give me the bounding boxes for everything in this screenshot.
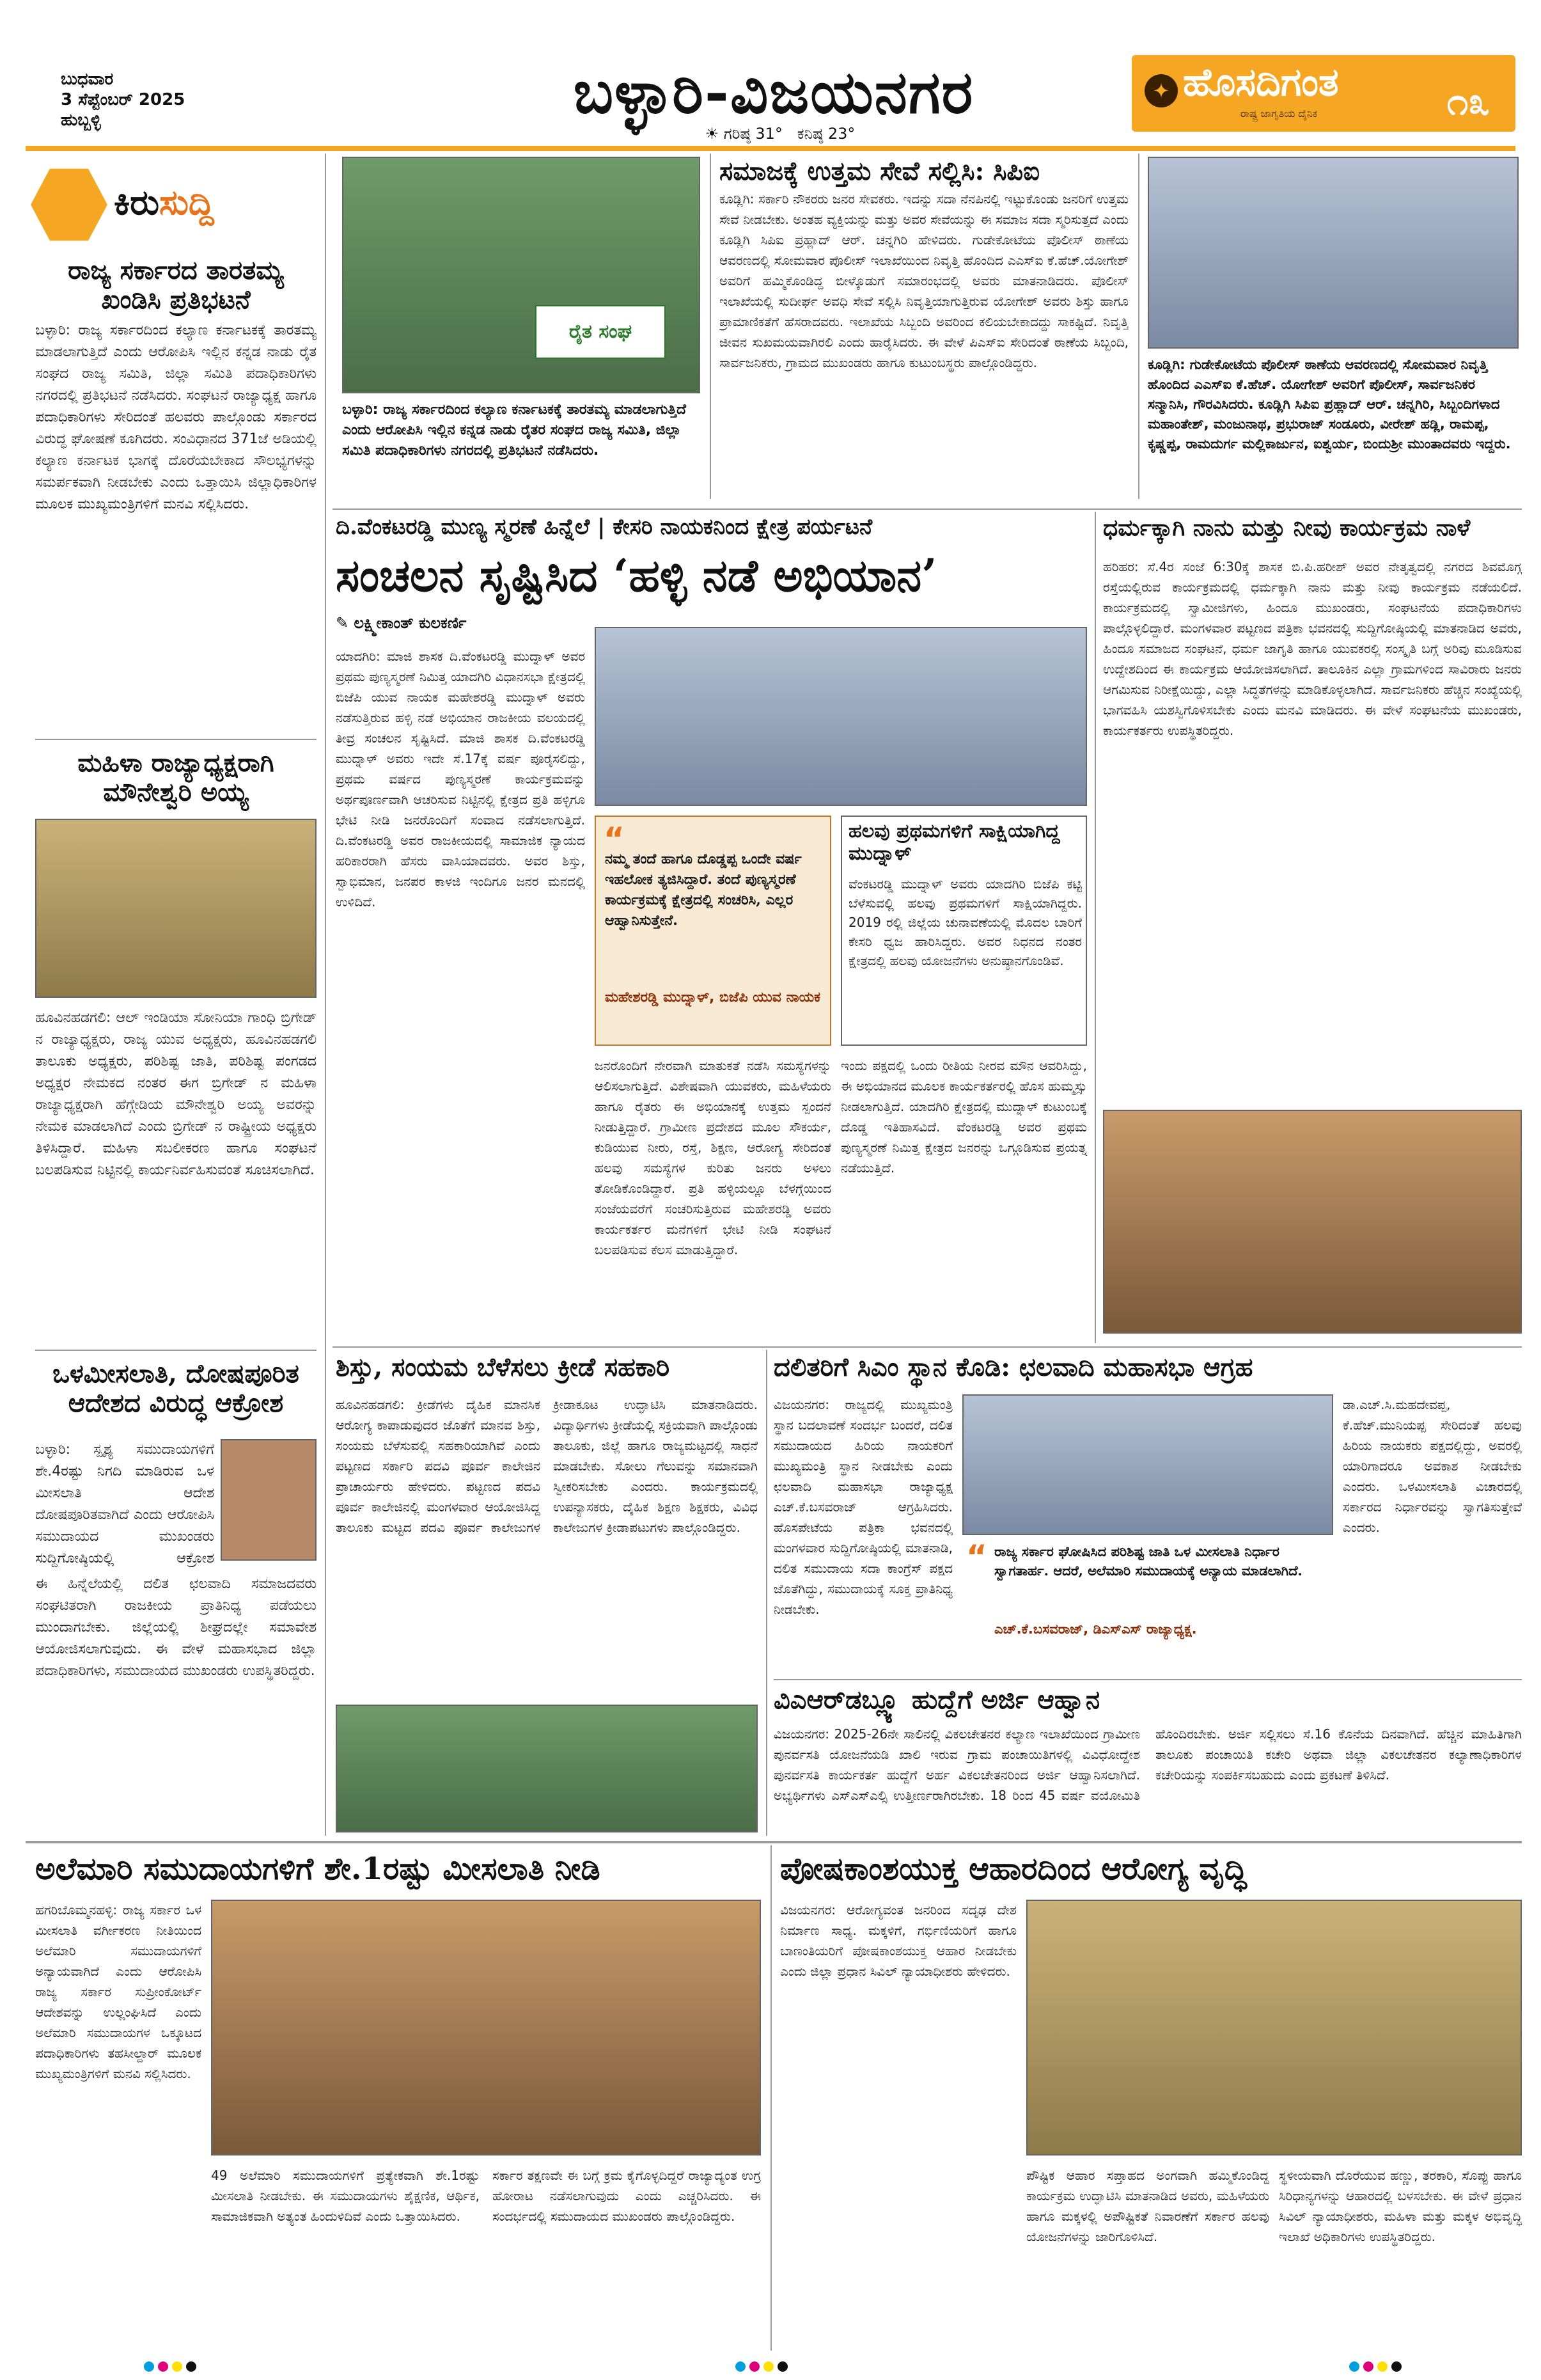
- column-rule: [325, 154, 326, 1836]
- weather-min: ಕನಿಷ್ಠ 23°: [797, 125, 856, 143]
- registration-marks: [735, 2361, 799, 2374]
- weather: [652, 125, 908, 143]
- lamp-icon: ✦: [1145, 74, 1178, 107]
- story-kicker: ದಿ.ವೆಂಕಟರಡ್ಡಿ ಮುಣ್ಯ ಸ್ಮರಣೆ ಹಿನ್ನೆಲೆ | ಕೇಸರಿ ನಾಯಕನಿಂದ ಕ್ಷೇತ್ರ ಪರ್ಯಟನೆ: [336, 514, 873, 540]
- story-body: ಸರ್ಕಾರ ತಕ್ಷಣವೇ ಈ ಬಗ್ಗೆ ಕ್ರಮ ಕೈಗೊಳ್ಳದಿದ್ದರೆ ರಾಜ್ಯಾದ್ಯಂತ ಉಗ್ರ ಹೋರಾಟ ನಡೆಸಲಾಗುವುದು ಎಂದು ಎಚ್ಚರಿಸಿದರು. ಈ ಸಂದರ್ಭದಲ್ಲಿ ಸಮುದಾಯದ ಮುಖಂಡರು ಪಾಲ್ಗೊಂಡಿದ್ದರು.: [492, 2168, 761, 2224]
- photo-swamiji-meeting: [1103, 1110, 1522, 1334]
- masthead-date: [61, 69, 227, 130]
- divider: [35, 1350, 317, 1351]
- column-rule: [1095, 512, 1096, 1343]
- story-body-cont: ಈ ಹಿನ್ನೆಲೆಯಲ್ಲಿ ದಲಿತ ಛಲವಾದಿ ಸಮಾಜದವರು ಸಂಘಟಿತರಾಗಿ ರಾಜಕೀಯ ಪ್ರಾತಿನಿಧ್ಯ ಪಡೆಯಲು ಮುಂದಾಗಬೇಕು. ಜಿಲ್ಲೆಯಲ್ಲಿ ಶೀಘ್ರದಲ್ಲೇ ಸಮಾವೇಶ ಆಯೋಜಿಸಲಾಗುವುದು. ಈ ವೇಳೆ ಮಹಾಸಭಾದ ಜಿಲ್ಲಾ ಪದಾಧಿಕಾರಿಗಳು, ಸಮುದಾಯದ ಮುಖಂಡರು ಉಪಸ್ಥಿತರಿದ್ದರು.: [35, 1576, 317, 1679]
- quote-author: ಎಚ್.ಕೆ.ಬಸವರಾಜ್, ಡಿಎಸ್‌ಎಸ್ ರಾಜ್ಯಾಧ್ಯಕ್ಷ.: [994, 1621, 1197, 1637]
- story-body: ಬಳ್ಳಾರಿ: ರಾಜ್ಯ ಸರ್ಕಾರದಿಂದ ಕಲ್ಯಾಣ ಕರ್ನಾಟಕಕ್ಕೆ ತಾರತಮ್ಯ ಮಾಡಲಾಗುತ್ತಿದೆ ಎಂದು ಆರೋಪಿಸಿ ಇಲ್ಲಿನ ಕನ್ನಡ ನಾಡು ರೈತ ಸಂಘದ ರಾಜ್ಯ ಸಮಿತಿ, ಜಿಲ್ಲಾ ಸಮಿತಿ ಪದಾಧಿಕಾರಿಗಳು ನಗರದಲ್ಲಿ ಪ್ರತಿಭಟನೆ ನಡೆಸಿದರು. ಸಂಘಟನೆ ರಾಜ್ಯಾಧ್ಯಕ್ಷ ಹಾಗೂ ಪದಾಧಿಕಾರಿಗಳು ಸೇರಿದಂತೆ ಹಲವರು ಪಾಲ್ಗೊಂಡು ಸರ್ಕಾರದ ವಿರುದ್ಧ ಘೋಷಣೆ ಕೂಗಿದರು. ಸಂವಿಧಾನದ 371ಜೆ ಅಡಿಯಲ್ಲಿ ಕಲ್ಯಾಣ ಕರ್ನಾಟಕ ಭಾಗಕ್ಕೆ ದೊರೆಯಬೇಕಾದ ಸೌಲಭ್ಯಗಳನ್ನು ಸಮರ್ಪಕವಾಗಿ ನೀಡಬೇಕು ಎಂದು ಒತ್ತಾಯಿಸಿ ಜಿಲ್ಲಾಧಿಕಾರಿಗಳ ಮೂಲಕ ಮುಖ್ಯಮಂತ್ರಿಗಳಿಗೆ ಮನವಿ ಸಲ್ಲಿಸಿದರು.: [35, 322, 317, 512]
- column-rule: [766, 1350, 767, 1836]
- photo-women-leaders: [35, 819, 317, 998]
- portrait-photo: [221, 1439, 317, 1561]
- photo-nutrition-event: [1026, 1900, 1522, 2155]
- photo-police-farewell: [1148, 157, 1519, 349]
- masthead-day: ಬುಧವಾರ: [61, 70, 114, 89]
- photo-sports-event: [336, 1705, 758, 1832]
- divider: [332, 508, 1522, 510]
- byline-author: ಲಕ್ಷ್ಮೀಕಾಂತ್ ಕುಲಕರ್ಣಿ: [354, 614, 467, 632]
- story-body: ಪೌಷ್ಟಿಕ ಆಹಾರ ಸಪ್ತಾಹದ ಅಂಗವಾಗಿ ಹಮ್ಮಿಕೊಂಡಿದ್ದ ಕಾರ್ಯಕ್ರಮ ಉದ್ಘಾಟಿಸಿ ಮಾತನಾಡಿದ ಅವರು, ಮಹಿಳೆಯರು ಹಾಗೂ ಮಕ್ಕಳಲ್ಲಿ ಅಪೌಷ್ಟಿಕತೆ ನಿವಾರಣೆಗೆ ಸರ್ಕಾರ ಹಲವು ಯೋಜನೆಗಳನ್ನು ಜಾರಿಗೊಳಿಸಿದೆ.: [1026, 2168, 1269, 2244]
- story-headline: ರಾಜ್ಯ ಸರ್ಕಾರದ ತಾರತಮ್ಯ ಖಂಡಿಸಿ ಪ್ರತಿಭಟನೆ: [68, 255, 284, 315]
- story-body: ವಿಜಯನಗರ: ಆರೋಗ್ಯವಂತ ಜನರಿಂದ ಸದೃಢ ದೇಶ ನಿರ್ಮಾಣ ಸಾಧ್ಯ. ಮಕ್ಕಳಿಗೆ, ಗರ್ಭಿಣಿಯರಿಗೆ ಹಾಗೂ ಬಾಣಂತಿಯರಿಗೆ ಪೋಷಕಾಂಶಯುಕ್ತ ಆಹಾರ ನೀಡಬೇಕು ಎಂದು ಜಿಲ್ಲಾ ಪ್ರಧಾನ ಸಿವಿಲ್ ನ್ಯಾಯಾಧೀಶರು ಹೇಳಿದರು.: [780, 1902, 1017, 1979]
- hand-icon: [31, 166, 107, 243]
- story-body: ಬಳ್ಳಾರಿ: ಸ್ಪೃಶ್ಯ ಸಮುದಾಯಗಳಿಗೆ ಶೇ.4ರಷ್ಟು ನಿಗದಿ ಮಾಡಿರುವ ಒಳ ಮೀಸಲಾತಿ ಆದೇಶ ದೋಷಪೂರಿತವಾಗಿದೆ ಎಂದು ಆರೋಪಿಸಿ ಸಮುದಾಯದ ಮುಖಂಡರು ಸುದ್ದಿಗೋಷ್ಠಿಯಲ್ಲಿ ಆಕ್ರೋಶ: [35, 1442, 214, 1566]
- story-body: ಯಾದಗಿರಿ: ಮಾಜಿ ಶಾಸಕ ದಿ.ವೆಂಕಟರಡ್ಡಿ ಮುದ್ನಾಳ್ ಅವರ ಪ್ರಥಮ ಪುಣ್ಯಸ್ಮರಣೆ ನಿಮಿತ್ತ ಯಾದಗಿರಿ ವಿಧಾನಸಭಾ ಕ್ಷೇತ್ರದಲ್ಲಿ ಬಿಜೆಪಿ ಯುವ ನಾಯಕ ಮಹೇಶರಡ್ಡಿ ಮುದ್ನಾಳ್ ಅವರು ನಡೆಸುತ್ತಿರುವ ಹಳ್ಳಿ ನಡೆ ಅಭಿಯಾನ ರಾಜಕೀಯ ವಲಯದಲ್ಲಿ ತೀವ್ರ ಸಂಚಲನ ಸೃಷ್ಟಿಸಿದೆ. ಮಾಜಿ ಶಾಸಕ ದಿ.ವೆಂಕಟರಡ್ಡಿ ಮುದ್ನಾಳ್ ಅವರು ಇದೇ ಸೆ.17ಕ್ಕೆ ವರ್ಷ ಪೂರೈಸಲಿದ್ದು, ಪ್ರಥಮ ವರ್ಷದ ಪುಣ್ಯಸ್ಮರಣೆ ಕಾರ್ಯಕ್ರಮವನ್ನು ಅರ್ಥಪೂರ್ಣವಾಗಿ ಆಚರಿಸುವ ನಿಟ್ಟಿನಲ್ಲಿ ಕ್ಷೇತ್ರದ ಪ್ರತಿ ಹಳ್ಳಿಗೂ ಭೇಟಿ ನೀಡಿ ಜನರೊಂದಿಗೆ ಸಂವಾದ ನಡೆಸಲಾಗುತ್ತಿದೆ. ದಿ.ವೆಂಕಟರಡ್ಡಿ ಅವರ ರಾಜಕೀಯದಲ್ಲಿ ಸಾಮಾಜಿಕ ನ್ಯಾಯದ ಹರಿಕಾರರಾಗಿ ಹೆಸರು ವಾಸಿಯಾದವರು. ಅವರ ಶಿಸ್ತು, ಸ್ವಾಭಿಮಾನ, ಜನಪರ ಕಾಳಜಿ ಇಂದಿಗೂ ಜನರ ಮನದಲ್ಲಿ ಉಳಿದಿದೆ.: [336, 649, 585, 910]
- story-body: ಡಾ.ಎಚ್.ಸಿ.ಮಹದೇವಪ್ಪ, ಕೆ.ಹೆಚ್.ಮುನಿಯಪ್ಪ ಸೇರಿದಂತೆ ಹಲವು ಹಿರಿಯ ನಾಯಕರು ಪಕ್ಷದಲ್ಲಿದ್ದು, ಅವರಲ್ಲಿ ಯಾರಿಗಾದರೂ ಅವಕಾಶ ನೀಡಬೇಕು ಎಂದರು. ಒಳಮೀಸಲಾತಿ ವಿಚಾರದಲ್ಲಿ ಸರ್ಕಾರದ ನಿರ್ಧಾರವನ್ನು ಸ್ವಾಗತಿಸುತ್ತೇವೆ ಎಂದರು.: [1343, 1397, 1522, 1535]
- story-headline: ಮಹಿಳಾ ರಾಜ್ಯಾಧ್ಯಕ್ಷರಾಗಿ ಮೌನೇಶ್ವರಿ ಅಯ್ಯ: [77, 748, 274, 807]
- weather-max: ಗರಿಷ್ಠ 31°: [723, 125, 783, 143]
- brand-logo: [1132, 55, 1515, 132]
- story-headline: ವಿಎಆರ್‌ಡಬ್ಲ್ಯೂ ಹುದ್ದೆಗೆ ಅರ್ಜಿ ಆಹ್ವಾನ: [774, 1685, 1100, 1715]
- byline: [336, 614, 591, 632]
- registration-marks: [1349, 2361, 1413, 2374]
- divider: [35, 739, 317, 740]
- story-body: ಕೂಡ್ಲಿಗಿ: ಸರ್ಕಾರಿ ನೌಕರರು ಜನರ ಸೇವಕರು. ಇದನ್ನು ಸದಾ ನೆನಪಿನಲ್ಲಿ ಇಟ್ಟುಕೊಂಡು ಜನರಿಗೆ ಉತ್ತಮ ಸೇವೆ ನೀಡಬೇಕು. ಅಂತಹ ವ್ಯಕ್ತಿಯನ್ನು ಮತ್ತು ಅವರ ಸೇವೆಯನ್ನು ಈ ಸಮಾಜ ಸದಾ ಸ್ಮರಿಸುತ್ತದೆ ಎಂದು ಕೂಡ್ಲಿಗಿ ಸಿಪಿಐ ಪ್ರಹ್ಲಾದ್ ಆರ್. ಚನ್ನಗಿರಿ ಹೇಳಿದರು. ಗುಡೇಕೋಟೆಯ ಪೊಲೀಸ್ ಠಾಣೆಯ ಆವರಣದಲ್ಲಿ ಸೋಮವಾರ ಪೊಲೀಸ್ ಇಲಾಖೆಯಿಂದ ನಿವೃತ್ತಿ ಹೊಂದಿದ ಎಎಸ್ಐ ಕೆ.ಹೆಚ್.ಯೋಗೇಶ್ ಅವರಿಗೆ ಹಮ್ಮಿಕೊಂಡಿದ್ದ ಬೀಳ್ಕೊಡುಗೆ ಸಮಾರಂಭದಲ್ಲಿ ಅವರು ಮಾತನಾಡಿದರು. ಪೊಲೀಸ್ ಇಲಾಖೆಯಲ್ಲಿ ಸುದೀರ್ಘ ಅವಧಿ ಸೇವೆ ಸಲ್ಲಿಸಿ ನಿವೃತ್ತಿಯಾಗುತ್ತಿರುವ ಯೋಗೇಶ್ ಅವರು ಶಿಸ್ತು ಹಾಗೂ ಪ್ರಾಮಾಣಿಕತೆಗೆ ಹೆಸರಾದವರು. ಇಲಾಖೆಯ ಸಿಬ್ಬಂದಿ ಅವರಿಂದ ಕಲಿಯಬೇಕಾದದ್ದು ಸಾಕಷ್ಟಿದೆ. ನಿವೃತ್ತಿ ಜೀವನ ಸುಖಮಯವಾಗಿರಲಿ ಎಂದು ಹಾರೈಸಿದರು. ಈ ವೇಳೆ ಪಿಎಸ್ಐ ಸೇರಿದಂತೆ ಠಾಣೆಯ ಸಿಬ್ಬಂದಿ, ಸಾರ್ವಜನಿಕರು, ಗ್ರಾಮದ ಮುಖಂಡರು ಹಾಗೂ ಕುಟುಂಬಸ್ಥರು ಪಾಲ್ಗೊಂಡಿದ್ದರು.: [719, 191, 1129, 370]
- story-body: ಸ್ಥಳೀಯವಾಗಿ ದೊರೆಯುವ ಹಣ್ಣು, ತರಕಾರಿ, ಸೊಪ್ಪು ಹಾಗೂ ಸಿರಿಧಾನ್ಯಗಳನ್ನು ಆಹಾರದಲ್ಲಿ ಬಳಸಬೇಕು. ಈ ವೇಳೆ ಪ್ರಧಾನ ಸಿವಿಲ್ ನ್ಯಾಯಾಧೀಶರು, ಮಹಿಳಾ ಮತ್ತು ಮಕ್ಕಳ ಅಭಿವೃದ್ಧಿ ಇಲಾಖೆ ಅಧಿಕಾರಿಗಳು ಉಪಸ್ಥಿತರಿದ್ದರು.: [1279, 2168, 1522, 2244]
- page-number: ೧೩: [1446, 79, 1490, 124]
- photo-village-meeting: [595, 627, 1087, 806]
- column-rule: [710, 154, 711, 499]
- suddi-word: ಸುದ್ದಿ: [159, 182, 214, 223]
- story-body: ವಿಜಯನಗರ: ರಾಜ್ಯದಲ್ಲಿ ಮುಖ್ಯಮಂತ್ರಿ ಸ್ಥಾನ ಬದಲಾವಣೆ ಸಂದರ್ಭ ಬಂದರೆ, ದಲಿತ ಸಮುದಾಯದ ಹಿರಿಯ ನಾಯಕರಿಗೆ ಮುಖ್ಯಮಂತ್ರಿ ಸ್ಥಾನ ನೀಡಬೇಕು ಎಂದು ಛಲವಾದಿ ಮಹಾಸಭಾ ರಾಜ್ಯಾಧ್ಯಕ್ಷ ಎಚ್.ಕೆ.ಬಸವರಾಜ್ ಆಗ್ರಹಿಸಿದರು. ಹೊಸಪೇಟೆಯ ಪತ್ರಿಕಾ ಭವನದಲ್ಲಿ ಮಂಗಳವಾರ ಸುದ್ದಿಗೋಷ್ಠಿಯಲ್ಲಿ ಮಾತನಾಡಿ, ದಲಿತ ಸಮುದಾಯ ಸದಾ ಕಾಂಗ್ರೆಸ್ ಪಕ್ಷದ ಜೊತೆಗಿದ್ದು, ಸಮುದಾಯಕ್ಕೆ ಸೂಕ್ತ ಪ್ರಾತಿನಿಧ್ಯ ನೀಡಬೇಕು.: [774, 1397, 953, 1617]
- quote-author: ಮಹೇಶರಡ್ಡಿ ಮುದ್ನಾಳ್, ಬಿಜೆಪಿ ಯುವ ನಾಯಕ: [605, 989, 821, 1005]
- photo-farmers-protest: [342, 157, 700, 393]
- story-headline: ಶಿಸ್ತು, ಸಂಯಮ ಬೆಳೆಸಲು ಕ್ರೀಡೆ ಸಹಕಾರಿ: [336, 1352, 670, 1382]
- story-body: ಹೂವಿನಹಡಗಲಿ: ಕ್ರೀಡೆಗಳು ದೈಹಿಕ ಮಾನಸಿಕ ಆರೋಗ್ಯ ಕಾಪಾಡುವುದರ ಜೊತೆಗೆ ಮಾನವ ಶಿಸ್ತು, ಸಂಯಮ ಬೆಳೆಸುವಲ್ಲಿ ಸಹಕಾರಿಯಾಗಿವೆ ಎಂದು ಪಟ್ಟಣದ ಸರ್ಕಾರಿ ಪದವಿ ಪೂರ್ವ ಕಾಲೇಜಿನ ಪ್ರಾಚಾರ್ಯರು ಹೇಳಿದರು. ಪಟ್ಟಣದ ಪದವಿ ಪೂರ್ವ ಕಾಲೇಜಿನಲ್ಲಿ ಮಂಗಳವಾರ ಆಯೋಜಿಸಿದ್ದ ತಾಲೂಕು ಮಟ್ಟದ ಪದವಿ ಪೂರ್ವ ಕಾಲೇಜುಗಳ ಕ್ರೀಡಾಕೂಟ ಉದ್ಘಾಟಿಸಿ ಮಾತನಾಡಿದರು. ವಿದ್ಯಾರ್ಥಿಗಳು ಕ್ರೀಡೆಯಲ್ಲಿ ಸಕ್ರಿಯವಾಗಿ ಪಾಲ್ಗೊಂಡು ತಾಲೂಕು, ಜಿಲ್ಲೆ ಹಾಗೂ ರಾಜ್ಯಮಟ್ಟದಲ್ಲಿ ಸಾಧನೆ ಮಾಡಬೇಕು. ಸೋಲು ಗೆಲುವನ್ನು ಸಮಾನವಾಗಿ ಸ್ವೀಕರಿಸಬೇಕು ಎಂದರು. ಕಾರ್ಯಕ್ರಮದಲ್ಲಿ ಉಪನ್ಯಾಸಕರು, ದೈಹಿಕ ಶಿಕ್ಷಣ ಶಿಕ್ಷಕರು, ವಿವಿಧ ಕಾಲೇಜುಗಳ ಕ್ರೀಡಾಪಟುಗಳು ಪಾಲ್ಗೊಂಡಿದ್ದರು.: [336, 1397, 758, 1535]
- quote-text: ನಮ್ಮ ತಂದೆ ಹಾಗೂ ದೊಡ್ಡಪ್ಪ ಒಂದೇ ವರ್ಷ ಇಹಲೋಕ ತ್ಯಜಿಸಿದ್ದಾರೆ. ತಂದೆ ಪುಣ್ಯಸ್ಮರಣೆ ಕಾರ್ಯಕ್ರಮಕ್ಕೆ ಕ್ಷೇತ್ರದಲ್ಲಿ ಸಂಚರಿಸಿ, ಎಲ್ಲರ ಆಹ್ವಾನಿಸುತ್ತೇನೆ.: [605, 851, 802, 929]
- story-headline: ಸಮಾಜಕ್ಕೆ ಉತ್ತಮ ಸೇವೆ ಸಲ್ಲಿಸಿ: ಸಿಪಿಐ: [719, 156, 1040, 186]
- story-headline: ದಲಿತರಿಗೆ ಸಿಎಂ ಸ್ಥಾನ ಕೊಡಿ: ಛಲವಾದಿ ಮಹಾಸಭಾ ಆಗ್ರಹ: [774, 1352, 1253, 1382]
- story-body: ವಿಜಯನಗರ: 2025-26ನೇ ಸಾಲಿನಲ್ಲಿ ವಿಕಲಚೇತನರ ಕಲ್ಯಾಣ ಇಲಾಖೆಯಿಂದ ಗ್ರಾಮೀಣ ಪುನರ್ವಸತಿ ಯೋಜನೆಯಡಿ ಖಾಲಿ ಇರುವ ಗ್ರಾಮ ಪಂಚಾಯಿತಿಗಳಲ್ಲಿ ವಿವಿಧೋದ್ದೇಶ ಪುನರ್ವಸತಿ ಕಾರ್ಯಕರ್ತ ಹುದ್ದೆಗೆ ಅರ್ಹ ವಿಕಲಚೇತನರಿಂದ ಅರ್ಜಿ ಆಹ್ವಾನಿಸಲಾಗಿದೆ. ಅಭ್ಯರ್ಥಿಗಳು ಎಸ್ಎಸ್ಎಲ್ಸಿ ಉತ್ತೀರ್ಣರಾಗಿರಬೇಕು. 18 ರಿಂದ 45 ವರ್ಷ ವಯೋಮಿತಿ ಹೊಂದಿರಬೇಕು. ಅರ್ಜಿ ಸಲ್ಲಿಸಲು ಸೆ.16 ಕೊನೆಯ ದಿನವಾಗಿದೆ. ಹೆಚ್ಚಿನ ಮಾಹಿತಿಗಾಗಿ ತಾಲೂಕು ಪಂಚಾಯಿತಿ ಕಚೇರಿ ಅಥವಾ ಜಿಲ್ಲಾ ವಿಕಲಚೇತನರ ಕಲ್ಯಾಣಾಧಿಕಾರಿಗಳ ಕಚೇರಿಯನ್ನು ಸಂಪರ್ಕಿಸಬಹುದು ಎಂದು ಪ್ರಕಟಣೆ ತಿಳಿಸಿದೆ.: [774, 1726, 1522, 1803]
- brand-tagline: ರಾಷ್ಟ್ರ ಜಾಗೃತಿಯ ದೈನಿಕ: [1240, 107, 1318, 120]
- photo-quote: [962, 1538, 1333, 1676]
- kirusuddi-label: [31, 166, 299, 243]
- sidebar-box: [841, 816, 1087, 1046]
- story-body: 49 ಅಲೆಮಾರಿ ಸಮುದಾಯಗಳಿಗೆ ಪ್ರತ್ಯೇಕವಾಗಿ ಶೇ.1ರಷ್ಟು ಮೀಸಲಾತಿ ನೀಡಬೇಕು. ಈ ಸಮುದಾಯಗಳು ಶೈಕ್ಷಣಿಕ, ಆರ್ಥಿಕ, ಸಾಮಾಜಿಕವಾಗಿ ಅತ್ಯಂತ ಹಿಂದುಳಿದಿವೆ ಎಂದು ಒತ್ತಾಯಿಸಿದರು.: [211, 2168, 480, 2224]
- story-body: ಹೂವಿನಹಡಗಲಿ: ಆಲ್ ಇಂಡಿಯಾ ಸೋನಿಯಾ ಗಾಂಧಿ ಬ್ರಿಗೇಡ್ ನ ರಾಜ್ಯಾಧ್ಯಕ್ಷರು, ರಾಜ್ಯ ಯುವ ಅಧ್ಯಕ್ಷರು, ಹೂವಿನಹಡಗಲಿ ತಾಲೂಕು ಅಧ್ಯಕ್ಷರು, ಪರಿಶಿಷ್ಟ ಜಾತಿ, ಪರಿಶಿಷ್ಟ ಪಂಗಡದ ಅಧ್ಯಕ್ಷರ ನೇಮಕದ ನಂತರ ಈಗ ಬ್ರಿಗೇಡ್ ನ ಮಹಿಳಾ ರಾಜ್ಯಾಧ್ಯಕ್ಷರಾಗಿ ಹೆಗ್ಗೇಡಿಯ ಮೌನೇಶ್ವರಿ ಅಯ್ಯ ಅವರನ್ನು ನೇಮಕ ಮಾಡಲಾಗಿದೆ ಎಂದು ಬ್ರಿಗೇಡ್ ನ ರಾಷ್ಟ್ರೀಯ ಅಧ್ಯಕ್ಷರು ತಿಳಿಸಿದ್ದಾರೆ. ಮಹಿಳಾ ಸಬಲೀಕರಣ ಹಾಗೂ ಸಂಘಟನೆ ಬಲಪಡಿಸುವ ನಿಟ್ಟಿನಲ್ಲಿ ಕಾರ್ಯನಿರ್ವಹಿಸುವಂತೆ ಸೂಚಿಸಲಾಗಿದೆ.: [35, 1010, 317, 1178]
- story-body: ಹಗರಿಬೊಮ್ಮನಹಳ್ಳಿ: ರಾಜ್ಯ ಸರ್ಕಾರ ಒಳ ಮೀಸಲಾತಿ ವರ್ಗೀಕರಣ ನೀತಿಯಿಂದ ಅಲೆಮಾರಿ ಸಮುದಾಯಗಳಿಗೆ ಅನ್ಯಾಯವಾಗಿದೆ ಎಂದು ಆರೋಪಿಸಿ ರಾಜ್ಯ ಸರ್ಕಾರ ಸುಪ್ರೀಂಕೋರ್ಟ್ ಆದೇಶವನ್ನು ಉಲ್ಲಂಘಿಸಿದೆ ಎಂದು ಅಲೆಮಾರಿ ಸಮುದಾಯಗಳ ಒಕ್ಕೂಟದ ಪದಾಧಿಕಾರಿಗಳು ತಹಸೀಲ್ದಾರ್ ಮೂಲಕ ಮುಖ್ಯಮಂತ್ರಿಗಳಿಗೆ ಮನವಿ ಸಲ್ಲಿಸಿದರು.: [35, 1902, 201, 2081]
- page-title: ಬಳ್ಳಾರಿ-ವಿಜಯನಗರ: [573, 58, 974, 127]
- masthead-fulldate: 3 ಸೆಪ್ಟೆಂಬರ್ 2025: [61, 90, 185, 109]
- main-headline: ಸಂಚಲನ ಸೃಷ್ಟಿಸಿದ ‘ಹಳ್ಳಿ ನಡೆ ಅಭಿಯಾನ’: [336, 549, 937, 602]
- pen-icon: ✎: [336, 614, 354, 632]
- story-body: ಹರಿಹರ: ಸೆ.4ರ ಸಂಜೆ 6:30ಕ್ಕೆ ಶಾಸಕ ಬಿ.ಪಿ.ಹರೀಶ್ ಅವರ ನೇತೃತ್ವದಲ್ಲಿ ನಗರದ ಶಿವಮೊಗ್ಗ ರಸ್ತೆಯಲ್ಲಿರುವ ಕಾರ್ಯಕ್ರಮದಲ್ಲಿ ಧರ್ಮಕ್ಕಾಗಿ ನಾನು ಮತ್ತು ನೀವು ಕಾರ್ಯಕ್ರಮ ನಡೆಯಲಿದೆ. ಕಾರ್ಯಕ್ರಮದಲ್ಲಿ ಸ್ವಾಮೀಜಿಗಳು, ಹಿಂದೂ ಮುಖಂಡರು, ಸಂಘಟನೆಯ ಪದಾಧಿಕಾರಿಗಳು ಪಾಲ್ಗೊಳ್ಳಲಿದ್ದಾರೆ. ಮಂಗಳವಾರ ಪಟ್ಟಣದ ಪತ್ರಿಕಾ ಭವನದಲ್ಲಿ ಸುದ್ದಿಗೋಷ್ಠಿಯಲ್ಲಿ ಮಾತನಾಡಿದ ಅವರು, ಹಿಂದೂ ಸಮಾಜದ ಸಂಘಟನೆ, ಧರ್ಮ ಜಾಗೃತಿ ಹಾಗೂ ಯುವಕರಲ್ಲಿ ಸಂಸ್ಕೃತಿ ಬಗ್ಗೆ ಅರಿವು ಮೂಡಿಸುವ ಉದ್ದೇಶದಿಂದ ಈ ಕಾರ್ಯಕ್ರಮ ಆಯೋಜಿಸಲಾಗಿದೆ. ತಾಲೂಕಿನ ಎಲ್ಲಾ ಗ್ರಾಮಗಳಿಂದ ಸಾವಿರಾರು ಜನರು ಆಗಮಿಸುವ ನಿರೀಕ್ಷೆಯಿದ್ದು, ಎಲ್ಲಾ ಸಿದ್ಧತೆಗಳನ್ನು ಮಾಡಿಕೊಳ್ಳಲಾಗಿದೆ. ಸಾರ್ವಜನಿಕರು ಹೆಚ್ಚಿನ ಸಂಖ್ಯೆಯಲ್ಲಿ ಭಾಗವಹಿಸಿ ಯಶಸ್ವಿಗೊಳಿಸಬೇಕು ಎಂದು ಮನವಿ ಮಾಡಿದರು. ಈ ವೇಳೆ ಸಂಘಟನೆಯ ಮುಖಂಡರು, ಕಾರ್ಯಕರ್ತರು ಉಪಸ್ಥಿತರಿದ್ದರು.: [1103, 559, 1522, 738]
- kiru-word: ಕಿರು: [114, 182, 160, 223]
- divider: [332, 1346, 1522, 1348]
- photo-press-meet: [962, 1394, 1333, 1535]
- sidebar-body: ವೆಂಕಟರಡ್ಡಿ ಮುದ್ನಾಳ್ ಅವರು ಯಾದಗಿರಿ ಬಿಜೆಪಿ ಕಟ್ಟಿ ಬೆಳೆಸುವಲ್ಲಿ ಹಲವು ಪ್ರಥಮಗಳಿಗೆ ಸಾಕ್ಷಿಯಾಗಿದ್ದರು. 2019 ರಲ್ಲಿ ಜಿಲ್ಲೆಯ ಚುನಾವಣೆಯಲ್ಲಿ ಮೊದಲ ಬಾರಿಗೆ ಕೇಸರಿ ಧ್ವಜ ಹಾರಿಸಿದ್ದರು. ಅವರ ನಿಧನದ ನಂತರ ಕ್ಷೇತ್ರದಲ್ಲಿ ಹಲವು ಯೋಜನೆಗಳು ಅನುಷ್ಠಾನಗೊಂಡಿವೆ.: [849, 876, 1082, 968]
- story-body: ಜನರೊಂದಿಗೆ ನೇರವಾಗಿ ಮಾತುಕತೆ ನಡೆಸಿ ಸಮಸ್ಯೆಗಳನ್ನು ಆಲಿಸಲಾಗುತ್ತಿದೆ. ವಿಶೇಷವಾಗಿ ಯುವಕರು, ಮಹಿಳೆಯರು ಹಾಗೂ ರೈತರು ಈ ಅಭಿಯಾನಕ್ಕೆ ಉತ್ತಮ ಸ್ಪಂದನೆ ನೀಡುತ್ತಿದ್ದಾರೆ. ಗ್ರಾಮೀಣ ಪ್ರದೇಶದ ಮೂಲ ಸೌಕರ್ಯ, ಕುಡಿಯುವ ನೀರು, ರಸ್ತೆ, ಶಿಕ್ಷಣ, ಆರೋಗ್ಯ ಸೇರಿದಂತೆ ಹಲವು ಸಮಸ್ಯೆಗಳ ಕುರಿತು ಜನರು ಅಳಲು ತೋಡಿಕೊಂಡಿದ್ದಾರೆ. ಪ್ರತಿ ಹಳ್ಳಿಯಲ್ಲೂ ಬೆಳಗ್ಗೆಯಿಂದ ಸಂಜೆಯವರೆಗೆ ಸಂಚರಿಸುತ್ತಿರುವ ಮಹೇಶರಡ್ಡಿ ಅವರು ಕಾರ್ಯಕರ್ತರ ಮನೆಗಳಿಗೆ ಭೇಟಿ ನೀಡಿ ಸಂಘಟನೆ ಬಲಪಡಿಸುವ ಕೆಲಸ ಮಾಡುತ್ತಿದ್ದಾರೆ.: [595, 1058, 831, 1257]
- story-body: ಇಂದು ಪಕ್ಷದಲ್ಲಿ ಒಂದು ರೀತಿಯ ನೀರವ ಮೌನ ಆವರಿಸಿದ್ದು, ಈ ಅಭಿಯಾನದ ಮೂಲಕ ಕಾರ್ಯಕರ್ತರಲ್ಲಿ ಹೊಸ ಹುಮ್ಮಸ್ಸು ನೀಡಲಾಗುತ್ತಿದೆ. ಯಾದಗಿರಿ ಕ್ಷೇತ್ರದಲ್ಲಿ ಮುದ್ನಾಳ್ ಕುಟುಂಬಕ್ಕೆ ದೊಡ್ಡ ಇತಿಹಾಸವಿದೆ. ವೆಂಕಟರಡ್ಡಿ ಅವರ ಪ್ರಥಮ ಪುಣ್ಯಸ್ಮರಣೆ ನಿಮಿತ್ತ ಕ್ಷೇತ್ರದ ಜನರನ್ನು ಒಗ್ಗೂಡಿಸುವ ಪ್ರಯತ್ನ ನಡೆಯುತ್ತಿದೆ.: [841, 1058, 1087, 1176]
- quote-icon: “: [966, 1538, 987, 1575]
- sun-icon: ☀: [705, 125, 719, 143]
- photo-caption: ಬಳ್ಳಾರಿ: ರಾಜ್ಯ ಸರ್ಕಾರದಿಂದ ಕಲ್ಯಾಣ ಕರ್ನಾಟಕಕ್ಕೆ ತಾರತಮ್ಯ ಮಾಡಲಾಗುತ್ತಿದೆ ಎಂದು ಆರೋಪಿಸಿ ಇಲ್ಲಿನ ಕನ್ನಡ ನಾಡು ರೈತರ ಸಂಘದ ರಾಜ್ಯ ಸಮಿತಿ, ಜಿಲ್ಲಾ ಸಮಿತಿ ಪದಾಧಿಕಾರಿಗಳು ನಗರದಲ್ಲಿ ಪ್ರತಿಭಟನೆ ನಡೆಸಿದರು.: [342, 402, 687, 459]
- story-headline: ಧರ್ಮಕ್ಕಾಗಿ ನಾನು ಮತ್ತು ನೀವು ಕಾರ್ಯಕ್ರಮ ನಾಳೆ: [1103, 514, 1471, 541]
- registration-marks: [144, 2361, 208, 2374]
- banner-text: ರೈತ ಸಂಘ: [535, 305, 666, 359]
- masthead-rule: [26, 146, 1515, 151]
- quote-text: ರಾಜ್ಯ ಸರ್ಕಾರ ಘೋಷಿಸಿದ ಪರಿಶಿಷ್ಟ ಜಾತಿ ಒಳ ಮೀಸಲಾತಿ ನಿರ್ಧಾರ ಸ್ವಾಗತಾರ್ಹ. ಆದರೆ, ಅಲೆಮಾರಿ ಸಮುದಾಯಕ್ಕೆ ಅನ್ಯಾಯ ಮಾಡಲಾಗಿದೆ.: [994, 1543, 1302, 1579]
- photo-alemari-protest: [211, 1900, 761, 2155]
- masthead-city: ಹುಬ್ಬಳ್ಳಿ: [61, 111, 101, 130]
- quote-icon: “: [604, 821, 625, 858]
- story-headline: ಅಲೆಮಾರಿ ಸಮುದಾಯಗಳಿಗೆ ಶೇ.1ರಷ್ಟು ಮೀಸಲಾತಿ ನೀಡಿ: [35, 1851, 600, 1887]
- story-headline: ಪೋಷಕಾಂಶಯುಕ್ತ ಆಹಾರದಿಂದ ಆರೋಗ್ಯ ವೃದ್ಧಿ: [780, 1851, 1247, 1887]
- photo-caption: ಕೂಡ್ಲಿಗಿ: ಗುಡೇಕೋಟೆಯ ಪೊಲೀಸ್ ಠಾಣೆಯ ಆವರಣದಲ್ಲಿ ಸೋಮವಾರ ನಿವೃತ್ತಿ ಹೊಂದಿದ ಎಎಸ್ಐ ಕೆ.ಹೆಚ್. ಯೋಗೇಶ್ ಅವರಿಗೆ ಪೊಲೀಸ್, ಸಾರ್ವಜನಿಕರ ಸನ್ಮಾನಿಸಿ, ಗೌರವಿಸಿದರು. ಕೂಡ್ಲಿಗಿ ಸಿಪಿಐ ಪ್ರಹ್ಲಾದ್ ಆರ್. ಚನ್ನಗಿರಿ, ಸಿಬ್ಬಂದಿಗಳಾದ ಮಹಾಂತೇಶ್, ಮಂಜುನಾಥ, ಪ್ರಭುರಾಜ್ ಸಂಡೂರು, ವೀರೇಶ್ ಹಡ್ಲಿ, ರಾಮಪ್ಪ, ಕೃಷ್ಣಪ್ಪ, ರಾಮದುರ್ಗ ಮಲ್ಲಿಕಾರ್ಜುನ, ಐಶ್ವರ್ಯ, ಬಿಂದುಶ್ರೀ ಮುಂತಾದವರು ಇದ್ದರು.: [1148, 357, 1511, 452]
- column-rule: [770, 1845, 772, 2351]
- divider: [26, 1841, 1522, 1843]
- sidebar-headline: ಹಲವು ಪ್ರಥಮಗಳಿಗೆ ಸಾಕ್ಷಿಯಾಗಿದ್ದ ಮುದ್ನಾಳ್: [849, 820, 1060, 865]
- quote-box: [595, 816, 831, 1046]
- story-headline: ಒಳಮೀಸಲಾತಿ, ದೋಷಪೂರಿತ ಆದೇಶದ ವಿರುದ್ಧ ಆಕ್ರೋಶ: [52, 1359, 299, 1418]
- divider: [774, 1679, 1522, 1680]
- column-rule: [1138, 154, 1139, 499]
- brand-name: ಹೊಸದಿಗಂತ: [1183, 60, 1339, 105]
